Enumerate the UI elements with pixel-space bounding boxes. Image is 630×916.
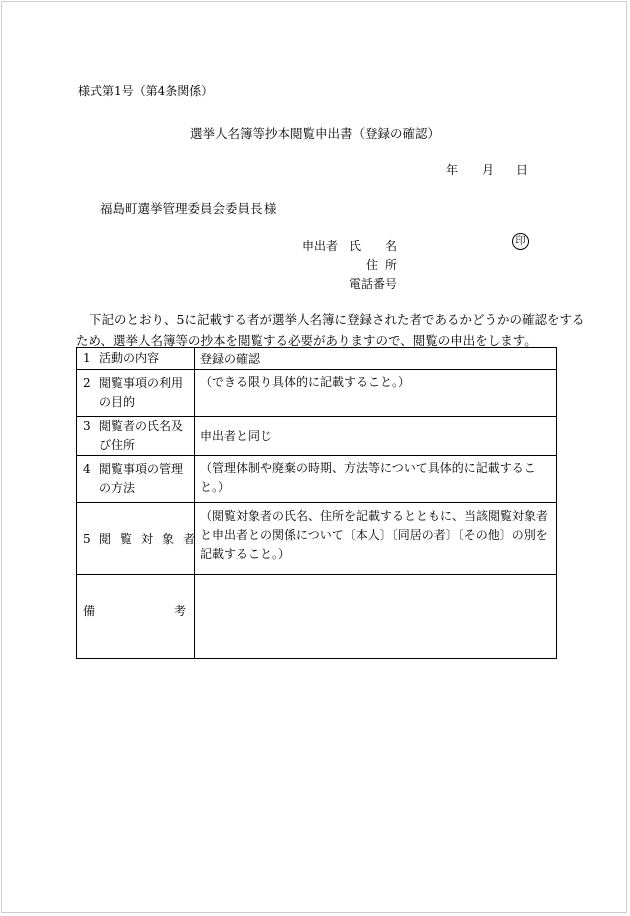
date-month-label: 月: [482, 163, 495, 177]
form-number: 様式第1号（第4条関係）: [78, 84, 214, 98]
name-label-char-1: 氏: [349, 239, 362, 253]
row-label-cell: [77, 456, 195, 503]
table-row: [77, 503, 557, 575]
addressee-name: 福島町選挙管理委員会委員長: [100, 201, 263, 216]
remarks-content-cell[interactable]: [195, 575, 557, 659]
intro-line-1: 下記のとおり、5に記載する者が選挙人名簿に登録された者であるかどうかの確認をする: [89, 312, 585, 327]
table-row: [77, 348, 557, 370]
intro-paragraph: [76, 309, 585, 351]
document-title: 選挙人名簿等抄本閲覧申出書（登録の確認）: [189, 126, 440, 141]
date-day-label: 日: [516, 163, 529, 177]
row-content-cell[interactable]: [195, 503, 557, 575]
row-content: （管理体制や廃棄の時期、方法等について具体的に記載すること。）: [200, 461, 536, 494]
row-content-cell[interactable]: [195, 417, 557, 456]
row-content: （閲覧対象者の氏名、住所を記載するとともに、当該閲覧対象者と申出者との関係について〔本人〕〔同居の者〕〔その他〕の別を記載すること。）: [200, 509, 549, 561]
address-label-char-2: 所: [385, 258, 398, 272]
name-label-char-2: 名: [385, 239, 398, 253]
row-number: 4: [83, 462, 91, 476]
row-label: 閲覧者の氏名及び住所: [99, 419, 184, 452]
row-content-cell[interactable]: [195, 370, 557, 417]
application-table: [76, 347, 557, 659]
phone-label: 電話番号: [349, 277, 398, 291]
row-label: 閲覧対象者: [99, 532, 205, 546]
applicant-label: 申出者: [302, 239, 339, 253]
address-label-char-1: 住: [366, 258, 379, 272]
seal-mark: 印: [512, 233, 529, 250]
remarks-label-cell: [77, 575, 195, 659]
table-row: [77, 370, 557, 417]
row-label: 活動の内容: [99, 351, 160, 365]
row-content: 申出者と同じ: [200, 428, 273, 443]
remarks-label-char-2: 考: [173, 604, 186, 618]
row-content: （できる限り具体的に記載すること。）: [200, 375, 411, 389]
remarks-row: [77, 575, 557, 659]
addressee-honorific: 様: [264, 201, 277, 216]
row-label-cell: [77, 503, 205, 575]
row-number: 3: [83, 419, 91, 433]
row-content: 登録の確認: [200, 352, 261, 366]
date-year-label: 年: [446, 163, 459, 177]
row-label-cell: [77, 348, 195, 370]
row-number: 1: [83, 351, 91, 365]
intro-line-2: ため、選挙人名簿等の抄本を閲覧する必要がありますので、閲覧の申出をします。: [76, 333, 537, 348]
row-number: 2: [83, 376, 91, 390]
row-content-cell[interactable]: [195, 456, 557, 503]
row-label: 閲覧事項の管理の方法: [99, 462, 184, 495]
remarks-label-char-1: 備: [83, 604, 96, 618]
table-row: [77, 456, 557, 503]
row-label-cell: [77, 370, 195, 417]
table-row: [77, 417, 557, 456]
row-content-cell[interactable]: [195, 348, 557, 370]
row-label: 閲覧事項の利用の目的: [99, 376, 184, 409]
row-number: 5: [83, 531, 91, 546]
row-label-cell: [77, 417, 195, 456]
